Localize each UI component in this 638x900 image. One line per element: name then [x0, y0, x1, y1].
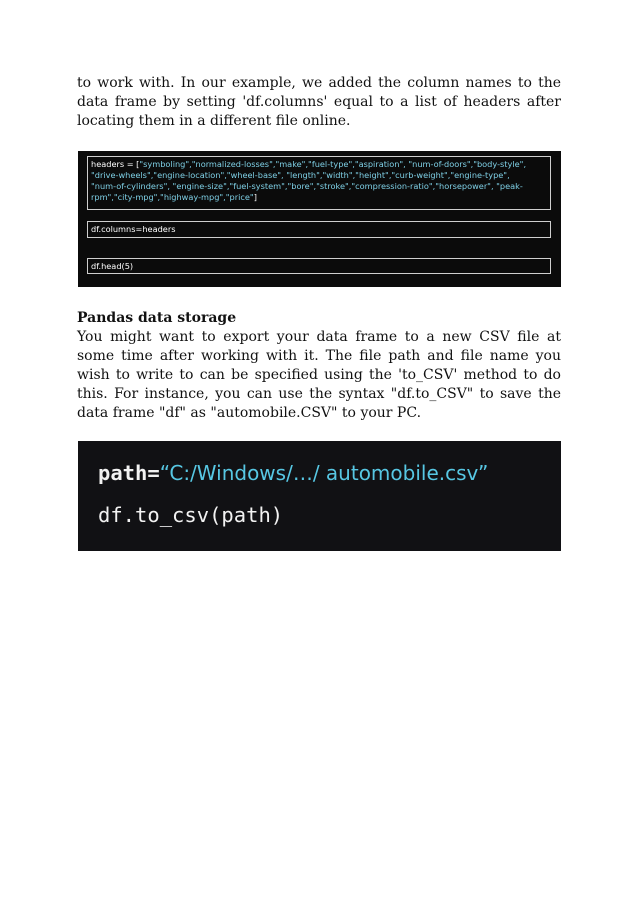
code-line: [91, 170, 547, 181]
code-line-to-csv: df.to_csv(path): [98, 503, 284, 527]
code-screenshot-path: [78, 441, 561, 551]
code-cell-headers: [87, 156, 551, 210]
storage-paragraph: You might want to export your data frame to a new CSV file at some time after working with it. The file path and file name you wish to write to can be specified using the 'to_CSV' method to do this. For instance, you can use the syntax "df.to_CSV" to save the data frame "df" as "automobile.CSV" to your PC.: [77, 329, 561, 421]
code-line: [91, 159, 547, 170]
code-suffix: ]: [253, 192, 257, 202]
section-heading: Pandas data storage: [77, 310, 237, 326]
path-string: “C:/Windows/…/ automobile.csv”: [159, 461, 489, 485]
code-strings: "num-of-cylinders", "engine-size","fuel-system","bore","stroke","compression-ratio","horsepower", "peak-: [91, 181, 523, 191]
code-strings: rpm","city-mpg","highway-mpg","price": [91, 192, 254, 202]
code-prefix: headers = [: [91, 159, 140, 169]
intro-paragraph: to work with. In our example, we added the column names to the data frame by setting 'df.columns' equal to a list of headers after locating them in a different file online.: [77, 75, 561, 129]
code-line-path: [98, 461, 488, 485]
code-strings: "drive-wheels","engine-location","wheel-base", "length","width","height","curb-weight","engine-type",: [91, 170, 510, 180]
code-line: [91, 181, 547, 192]
code-line: [91, 192, 547, 203]
code-strings: "symboling","normalized-losses","make","fuel-type","aspiration", "num-of-doors","body-style",: [139, 159, 527, 169]
path-assignment: path=: [98, 461, 160, 485]
code-screenshot-headers: [78, 151, 561, 287]
code-cell-head: df.head(5): [87, 258, 551, 274]
code-cell-columns: df.columns=headers: [87, 221, 551, 238]
